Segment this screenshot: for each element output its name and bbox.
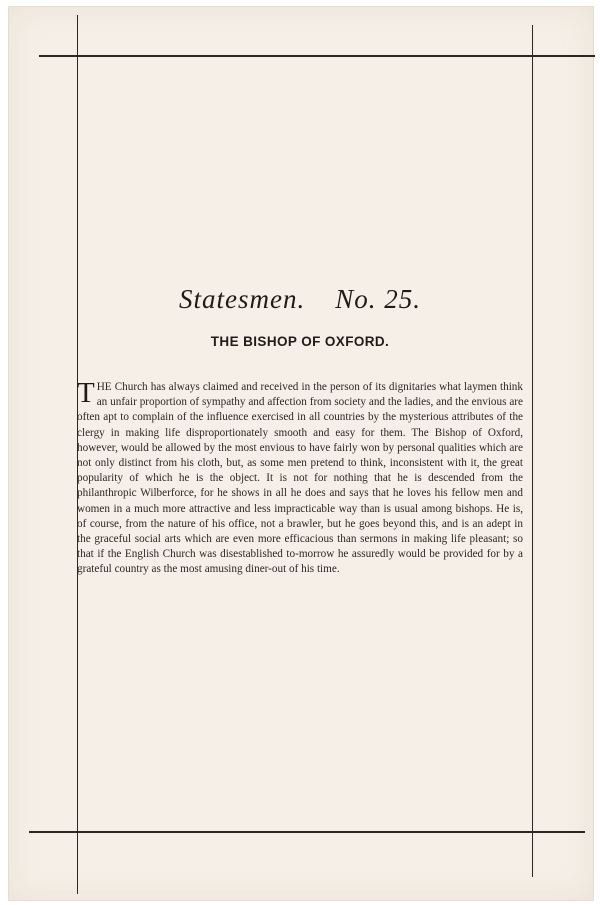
article-subtitle: THE BISHOP OF OXFORD. (210, 334, 390, 349)
right-border-rule (532, 25, 533, 877)
article-text: HE Church has always claimed and received in the person of its dignitaries what laymen think an unfair proportion of sympathy and affection from society and the ladies, and the envious are often apt to complain of the influence exercised in all countries by the mysterious attributes of the clergy in making life disproportionately smooth and easy for them. The Bishop of Oxford, however, would be allowed by the most envious to have fairly won by personal qualities which are not only distinct from his cloth, but, as some men pretend to think, inconsistent with it, the great popularity of which he is the object. It is not for nothing that he is descended from the philanthropic Wilberforce, for he shows in all he does and says that he loves his fellow men and women in a much more attractive and less impracticable way than is usual among bishops. He is, of course, from the nature of his office, not a brawler, but he goes beyond this, and is an adept in the graceful social arts which are even more efficacious than sermons in making life pleasant; so that if the English Church was disestablished to-morrow he assuredly would be provided for by a grateful country as the most amusing diner-out of his time. (77, 381, 523, 576)
series-title: Statesmen. (179, 284, 306, 314)
top-border-rule (39, 55, 595, 57)
article-body (77, 377, 523, 578)
bottom-border-rule (29, 831, 585, 833)
drop-cap: T (77, 377, 95, 409)
series-number: No. 25. (335, 284, 421, 314)
page-title (0, 284, 600, 315)
